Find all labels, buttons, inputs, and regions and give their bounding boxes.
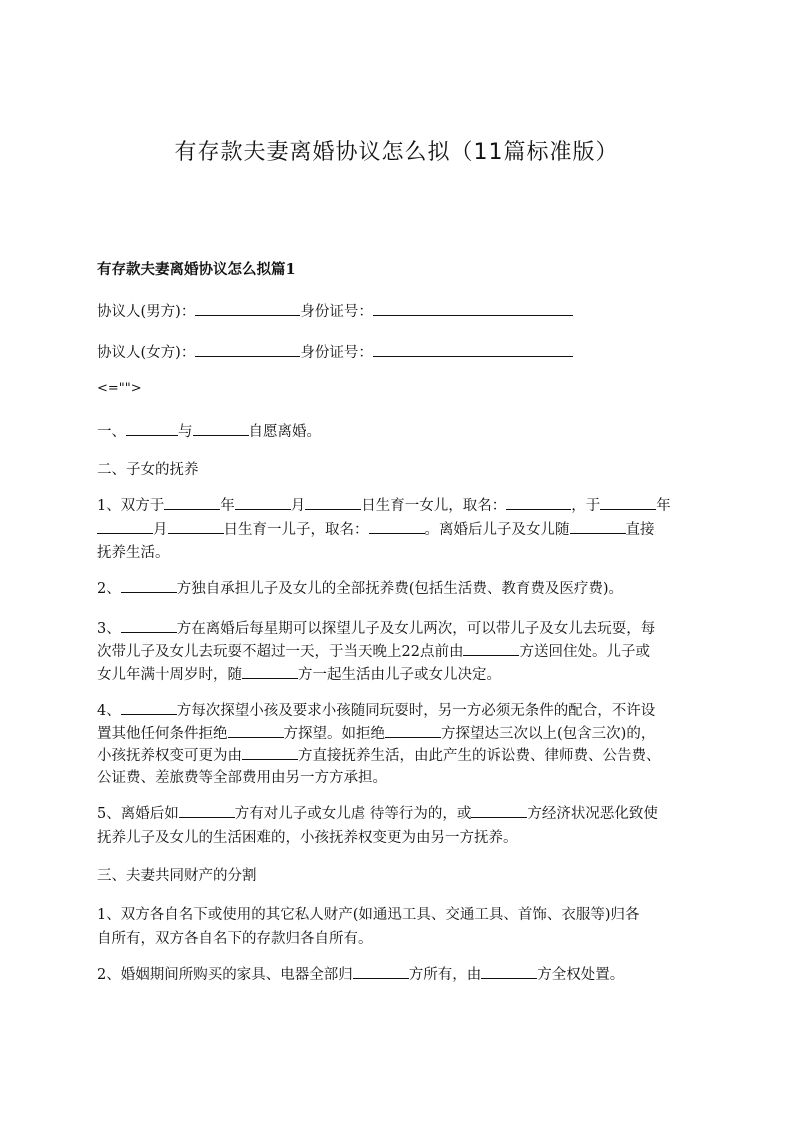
text-segment: 月 — [290, 498, 306, 514]
text-segment: 方送回住处。儿子或 — [519, 644, 650, 660]
party-male-label: 协议人(男方)： — [97, 304, 196, 320]
markup-marker: <=""> — [97, 381, 142, 396]
text-segment: 月 — [153, 522, 168, 538]
paragraph-3-line-2 — [97, 640, 707, 664]
text-segment: 。离婚后儿子及女儿随 — [424, 522, 570, 538]
blank-field — [228, 722, 284, 738]
paragraph-5-line-2: 抚养儿子及女儿的生活困难的，小孩抚养权变更为由另一方抚养。 — [97, 830, 518, 846]
blank-field — [121, 577, 177, 593]
paragraph-4-line-3 — [97, 744, 707, 768]
blank-field — [193, 420, 249, 436]
item-1 — [97, 420, 707, 444]
paragraph-6-line-1: 1、双方各自名下或使用的其它私人财产(如通迅工具、交通工具、首饰、衣服等)归各 — [97, 907, 640, 923]
blank-field — [242, 744, 298, 760]
blank-field — [195, 300, 300, 316]
text-segment: 4、 — [97, 703, 121, 719]
paragraph-4-line-2 — [97, 722, 707, 746]
blank-field — [481, 963, 537, 979]
text-segment: 日生育一儿子，取名： — [223, 522, 369, 538]
text-segment: 方有对儿子或女儿虐 待等行为的，或 — [234, 806, 472, 822]
text-segment: 一、 — [97, 424, 126, 440]
blank-field — [235, 494, 291, 510]
blank-field — [179, 802, 235, 818]
text-segment: 日生育一女儿，取名： — [361, 498, 507, 514]
party-female-line — [97, 341, 707, 365]
text-segment: 自愿离婚。 — [248, 424, 321, 440]
blank-field — [164, 494, 220, 510]
paragraph-2 — [97, 577, 707, 601]
text-segment: 与 — [178, 424, 193, 440]
text-segment: 2、婚姻期间所购买的家具、电器全部归 — [97, 967, 353, 983]
paragraph-4-line-1 — [97, 699, 707, 723]
text-segment: 年 — [656, 498, 671, 514]
paragraph-4-line-4: 公证费、差旅费等全部费用由另一方方承担。 — [97, 770, 387, 786]
blank-field — [373, 300, 573, 316]
text-segment: 5、离婚后如 — [97, 806, 179, 822]
paragraph-3-line-1 — [97, 617, 707, 641]
paragraph-1-line-2 — [97, 518, 707, 542]
party-male-line — [97, 300, 707, 324]
text-segment: 3、 — [97, 621, 121, 637]
text-segment: 小孩抚养权变可更为由 — [97, 748, 242, 764]
text-segment: 置其他任何条件拒绝 — [97, 726, 228, 742]
blank-field — [195, 341, 300, 357]
blank-field — [353, 963, 409, 979]
document-title: 有存款夫妻离婚协议怎么拟（11篇标准版） — [174, 140, 619, 165]
id-label: 身份证号： — [300, 345, 373, 361]
paragraph-6-line-2: 自所有，双方各自名下的存款归各自所有。 — [97, 931, 373, 947]
text-segment: 方每次探望小孩及要求小孩随同玩耍时，另一方必须无条件的配合，不许设 — [176, 703, 656, 719]
blank-field — [385, 722, 441, 738]
text-segment: 次带儿子及女儿去玩耍不超过一天，于当天晚上22点前由 — [97, 644, 464, 660]
text-segment: 方独自承担儿子及女儿的全部抚养费(包括生活费、教育费及医疗费)。 — [176, 581, 624, 597]
text-segment: 方直接抚养生活，由此产生的诉讼费、律师费、公告费、 — [298, 748, 661, 764]
section-heading: 有存款夫妻离婚协议怎么拟篇1 — [97, 261, 296, 278]
text-segment: 年 — [220, 498, 235, 514]
text-segment: 方所有，由 — [408, 967, 482, 983]
text-segment: 方一起生活由儿子或女儿决定。 — [298, 667, 501, 683]
blank-field — [97, 518, 153, 534]
blank-field — [305, 494, 361, 510]
item-3-heading: 三、夫妻共同财产的分割 — [97, 868, 257, 884]
text-segment: 直接 — [625, 522, 655, 538]
blank-field — [506, 494, 571, 510]
item-2-heading: 二、子女的抚养 — [97, 462, 199, 478]
blank-field — [121, 699, 177, 715]
blank-field — [242, 663, 298, 679]
text-segment: 方探望。如拒绝 — [283, 726, 385, 742]
blank-field — [570, 518, 626, 534]
blank-field — [600, 494, 656, 510]
paragraph-7 — [97, 963, 707, 987]
id-label: 身份证号： — [300, 304, 373, 320]
text-segment: ，于 — [571, 498, 601, 514]
blank-field — [369, 518, 425, 534]
text-segment: 方全权处置。 — [537, 967, 625, 983]
text-segment: 方在离婚后每星期可以探望儿子及女儿两次，可以带儿子及女儿去玩耍，每 — [176, 621, 656, 637]
blank-field — [126, 420, 178, 436]
paragraph-5-line-1 — [97, 802, 707, 826]
text-segment: 方探望达三次以上(包含三次)的， — [441, 726, 656, 742]
paragraph-3-line-3 — [97, 663, 707, 687]
party-female-label: 协议人(女方)： — [97, 345, 196, 361]
blank-field — [471, 802, 527, 818]
text-segment: 2、 — [97, 581, 121, 597]
text-segment: 女儿年满十周岁时，随 — [97, 667, 242, 683]
blank-field — [373, 341, 573, 357]
blank-field — [121, 617, 177, 633]
paragraph-1-line-1 — [97, 494, 707, 518]
text-segment: 方经济状况恶化致使 — [527, 806, 658, 822]
blank-field — [168, 518, 224, 534]
text-segment: 1、双方于 — [97, 498, 165, 514]
blank-field — [463, 640, 519, 656]
paragraph-1-line-3: 抚养生活。 — [97, 545, 170, 561]
